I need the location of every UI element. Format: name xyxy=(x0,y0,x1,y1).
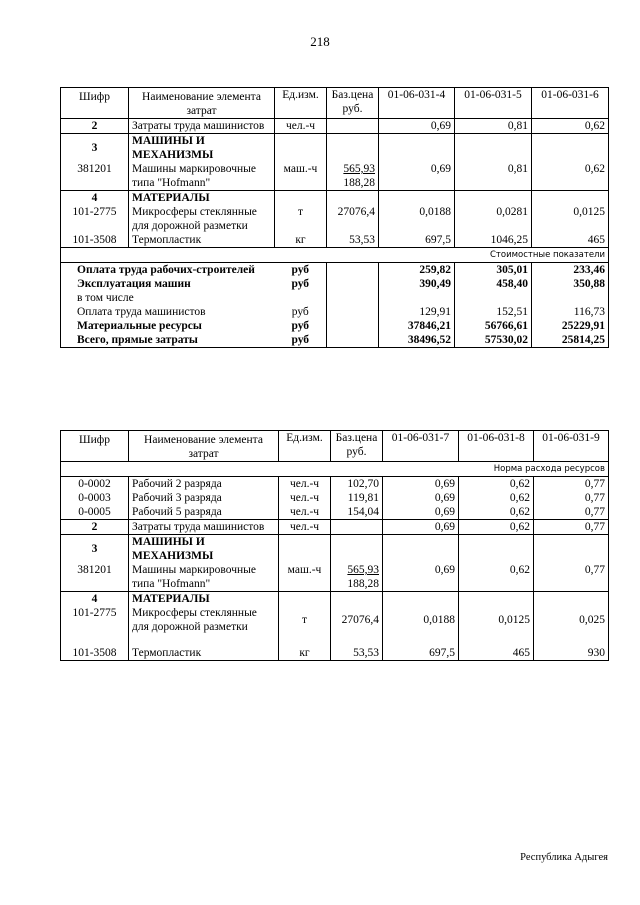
row-code: 0-0005 xyxy=(61,505,129,520)
row-value: 0,77 xyxy=(534,563,609,592)
row-value: 930 xyxy=(534,634,609,660)
summary-value: 38496,52 xyxy=(379,333,455,348)
section-code: 3 xyxy=(61,535,129,564)
summary-value: 390,49 xyxy=(379,277,455,291)
summary-value: 56766,61 xyxy=(455,319,532,333)
resource-table-1 xyxy=(60,87,609,348)
section-code: 4 xyxy=(61,191,129,206)
row-name: Машины маркировочные типа "Hofmann" xyxy=(129,162,275,191)
row-name: Термопластик xyxy=(129,634,279,660)
resource-note: Норма расхода ресурсов xyxy=(61,462,609,477)
row-price: 53,53 xyxy=(327,233,379,248)
section-heading-row xyxy=(61,191,609,206)
row-value: 697,5 xyxy=(383,634,459,660)
row-value: 0,0281 xyxy=(455,205,532,233)
row-code: 381201 xyxy=(61,162,129,191)
section-title: МАТЕРИАЛЫ xyxy=(129,191,275,206)
row-code: 2 xyxy=(61,119,129,134)
row-value: 0,77 xyxy=(534,505,609,520)
table-header-row xyxy=(61,88,609,119)
summary-row xyxy=(61,291,609,305)
table-row xyxy=(61,205,609,233)
row-value: 465 xyxy=(459,634,534,660)
row-name: Затраты труда машинистов xyxy=(129,520,279,535)
row-value: 0,69 xyxy=(383,491,459,505)
row-value: 0,69 xyxy=(383,563,459,592)
section-code: 4 xyxy=(61,592,129,607)
row-name: Рабочий 5 разряда xyxy=(129,505,279,520)
summary-value: 350,88 xyxy=(532,277,609,291)
row-code: 101-3508 xyxy=(61,233,129,248)
section-heading-row xyxy=(61,592,609,607)
row-code: 0-0003 xyxy=(61,491,129,505)
summary-value: 25814,25 xyxy=(532,333,609,348)
price-value: 188,28 xyxy=(347,578,379,590)
row-code: 2 xyxy=(61,520,129,535)
summary-row xyxy=(61,319,609,333)
footer-region: Республика Адыгея xyxy=(520,852,608,863)
row-price: 53,53 xyxy=(331,634,383,660)
header-col-2: 01-06-031-8 xyxy=(459,431,534,462)
row-name: Затраты труда машинистов xyxy=(129,119,275,134)
row-value: 0,62 xyxy=(459,477,534,492)
row-name: Рабочий 2 разряда xyxy=(129,477,279,492)
row-unit: чел.-ч xyxy=(279,520,331,535)
section-code: 3 xyxy=(61,134,129,163)
table-row xyxy=(61,563,609,592)
summary-value: 305,01 xyxy=(455,263,532,278)
row-value: 0,81 xyxy=(455,119,532,134)
row-price xyxy=(327,162,379,191)
header-price: Баз.цена руб. xyxy=(327,88,379,119)
row-name: Микросферы стеклянные для дорожной разметки xyxy=(129,205,275,233)
row-code: 381201 xyxy=(61,563,129,592)
summary-unit: руб xyxy=(275,319,327,333)
section-heading-row xyxy=(61,535,609,564)
summary-value: 458,40 xyxy=(455,277,532,291)
summary-unit: руб xyxy=(275,305,327,319)
row-price: 102,70 xyxy=(331,477,383,492)
table-row xyxy=(61,162,609,191)
summary-value: 37846,21 xyxy=(379,319,455,333)
row-value: 0,0188 xyxy=(379,205,455,233)
row-unit: чел.-ч xyxy=(279,477,331,492)
summary-unit: руб xyxy=(275,333,327,348)
row-unit: т xyxy=(279,606,331,634)
summary-label: Эксплуатация машин xyxy=(61,277,275,291)
table-row xyxy=(61,233,609,248)
row-value: 0,69 xyxy=(383,505,459,520)
row-value: 0,62 xyxy=(459,491,534,505)
table-row xyxy=(61,477,609,492)
header-unit: Ед.изм. xyxy=(275,88,327,119)
table-row xyxy=(61,606,609,634)
header-name: Наименование элемента затрат xyxy=(129,431,279,462)
price-value: 565,93 xyxy=(343,163,375,175)
summary-row xyxy=(61,277,609,291)
section-heading-row xyxy=(61,134,609,163)
row-value: 0,62 xyxy=(532,162,609,191)
row-unit: чел.-ч xyxy=(275,119,327,134)
header-col-3: 01-06-031-6 xyxy=(532,88,609,119)
summary-value: 25229,91 xyxy=(532,319,609,333)
header-code: Шифр xyxy=(61,431,129,462)
row-value: 0,81 xyxy=(455,162,532,191)
row-name: Термопластик xyxy=(129,233,275,248)
row-value: 465 xyxy=(532,233,609,248)
row-code: 0-0002 xyxy=(61,477,129,492)
row-value: 1046,25 xyxy=(455,233,532,248)
header-name: Наименование элемента затрат xyxy=(129,88,275,119)
row-price xyxy=(331,520,383,535)
row-value: 0,77 xyxy=(534,491,609,505)
row-unit: чел.-ч xyxy=(279,491,331,505)
header-price: Баз.цена руб. xyxy=(331,431,383,462)
row-value: 0,62 xyxy=(459,505,534,520)
row-price: 119,81 xyxy=(331,491,383,505)
row-price xyxy=(327,119,379,134)
row-value: 0,62 xyxy=(459,520,534,535)
header-code: Шифр xyxy=(61,88,129,119)
row-unit: кг xyxy=(279,634,331,660)
row-value: 0,0125 xyxy=(459,606,534,634)
price-value: 188,28 xyxy=(343,177,375,189)
row-value: 0,0125 xyxy=(532,205,609,233)
row-value: 0,77 xyxy=(534,520,609,535)
section-title: МАТЕРИАЛЫ xyxy=(129,592,279,607)
header-unit: Ед.изм. xyxy=(279,431,331,462)
row-value: 0,77 xyxy=(534,477,609,492)
summary-value: 233,46 xyxy=(532,263,609,278)
summary-label: Всего, прямые затраты xyxy=(61,333,275,348)
summary-row xyxy=(61,333,609,348)
table-header-row xyxy=(61,431,609,462)
row-code: 101-2775 xyxy=(61,606,129,634)
summary-value: 259,82 xyxy=(379,263,455,278)
summary-unit: руб xyxy=(275,263,327,278)
table-row xyxy=(61,634,609,660)
summary-label: Оплата труда рабочих-строителей xyxy=(61,263,275,278)
table-row xyxy=(61,505,609,520)
summary-label: в том числе xyxy=(61,291,275,305)
row-value: 0,025 xyxy=(534,606,609,634)
row-code: 101-3508 xyxy=(61,634,129,660)
summary-unit: руб xyxy=(275,277,327,291)
summary-row xyxy=(61,263,609,278)
row-name: Микросферы стеклянные для дорожной разметки xyxy=(129,606,279,634)
summary-value: 116,73 xyxy=(532,305,609,319)
summary-label: Материальные ресурсы xyxy=(61,319,275,333)
row-price: 154,04 xyxy=(331,505,383,520)
row-unit: т xyxy=(275,205,327,233)
section-title: МАШИНЫ И МЕХАНИЗМЫ xyxy=(129,535,279,564)
row-value: 0,69 xyxy=(383,520,459,535)
row-name: Рабочий 3 разряда xyxy=(129,491,279,505)
header-col-1: 01-06-031-4 xyxy=(379,88,455,119)
row-unit: маш.-ч xyxy=(275,162,327,191)
summary-row xyxy=(61,305,609,319)
row-value: 0,62 xyxy=(459,563,534,592)
table-row xyxy=(61,491,609,505)
price-value: 565,93 xyxy=(347,564,379,576)
row-value: 0,69 xyxy=(379,119,455,134)
row-price: 27076,4 xyxy=(327,205,379,233)
row-value: 0,69 xyxy=(379,162,455,191)
section-title: МАШИНЫ И МЕХАНИЗМЫ xyxy=(129,134,275,163)
row-price: 27076,4 xyxy=(331,606,383,634)
row-unit: кг xyxy=(275,233,327,248)
row-value: 0,62 xyxy=(532,119,609,134)
summary-label: Оплата труда машинистов xyxy=(61,305,275,319)
row-value: 697,5 xyxy=(379,233,455,248)
summary-value: 152,51 xyxy=(455,305,532,319)
summary-value: 129,91 xyxy=(379,305,455,319)
summary-value: 57530,02 xyxy=(455,333,532,348)
row-unit: чел.-ч xyxy=(279,505,331,520)
header-col-3: 01-06-031-9 xyxy=(534,431,609,462)
cost-note-row xyxy=(61,248,609,263)
header-col-1: 01-06-031-7 xyxy=(383,431,459,462)
row-value: 0,0188 xyxy=(383,606,459,634)
header-col-2: 01-06-031-5 xyxy=(455,88,532,119)
cost-note: Стоимостные показатели xyxy=(61,248,609,263)
row-value: 0,69 xyxy=(383,477,459,492)
row-unit: маш.-ч xyxy=(279,563,331,592)
resource-note-row xyxy=(61,462,609,477)
row-code: 101-2775 xyxy=(61,205,129,233)
row-name: Машины маркировочные типа "Hofmann" xyxy=(129,563,279,592)
table-row xyxy=(61,119,609,134)
row-price xyxy=(331,563,383,592)
page-number: 218 xyxy=(310,34,330,49)
resource-table-2 xyxy=(60,430,609,661)
table-row xyxy=(61,520,609,535)
